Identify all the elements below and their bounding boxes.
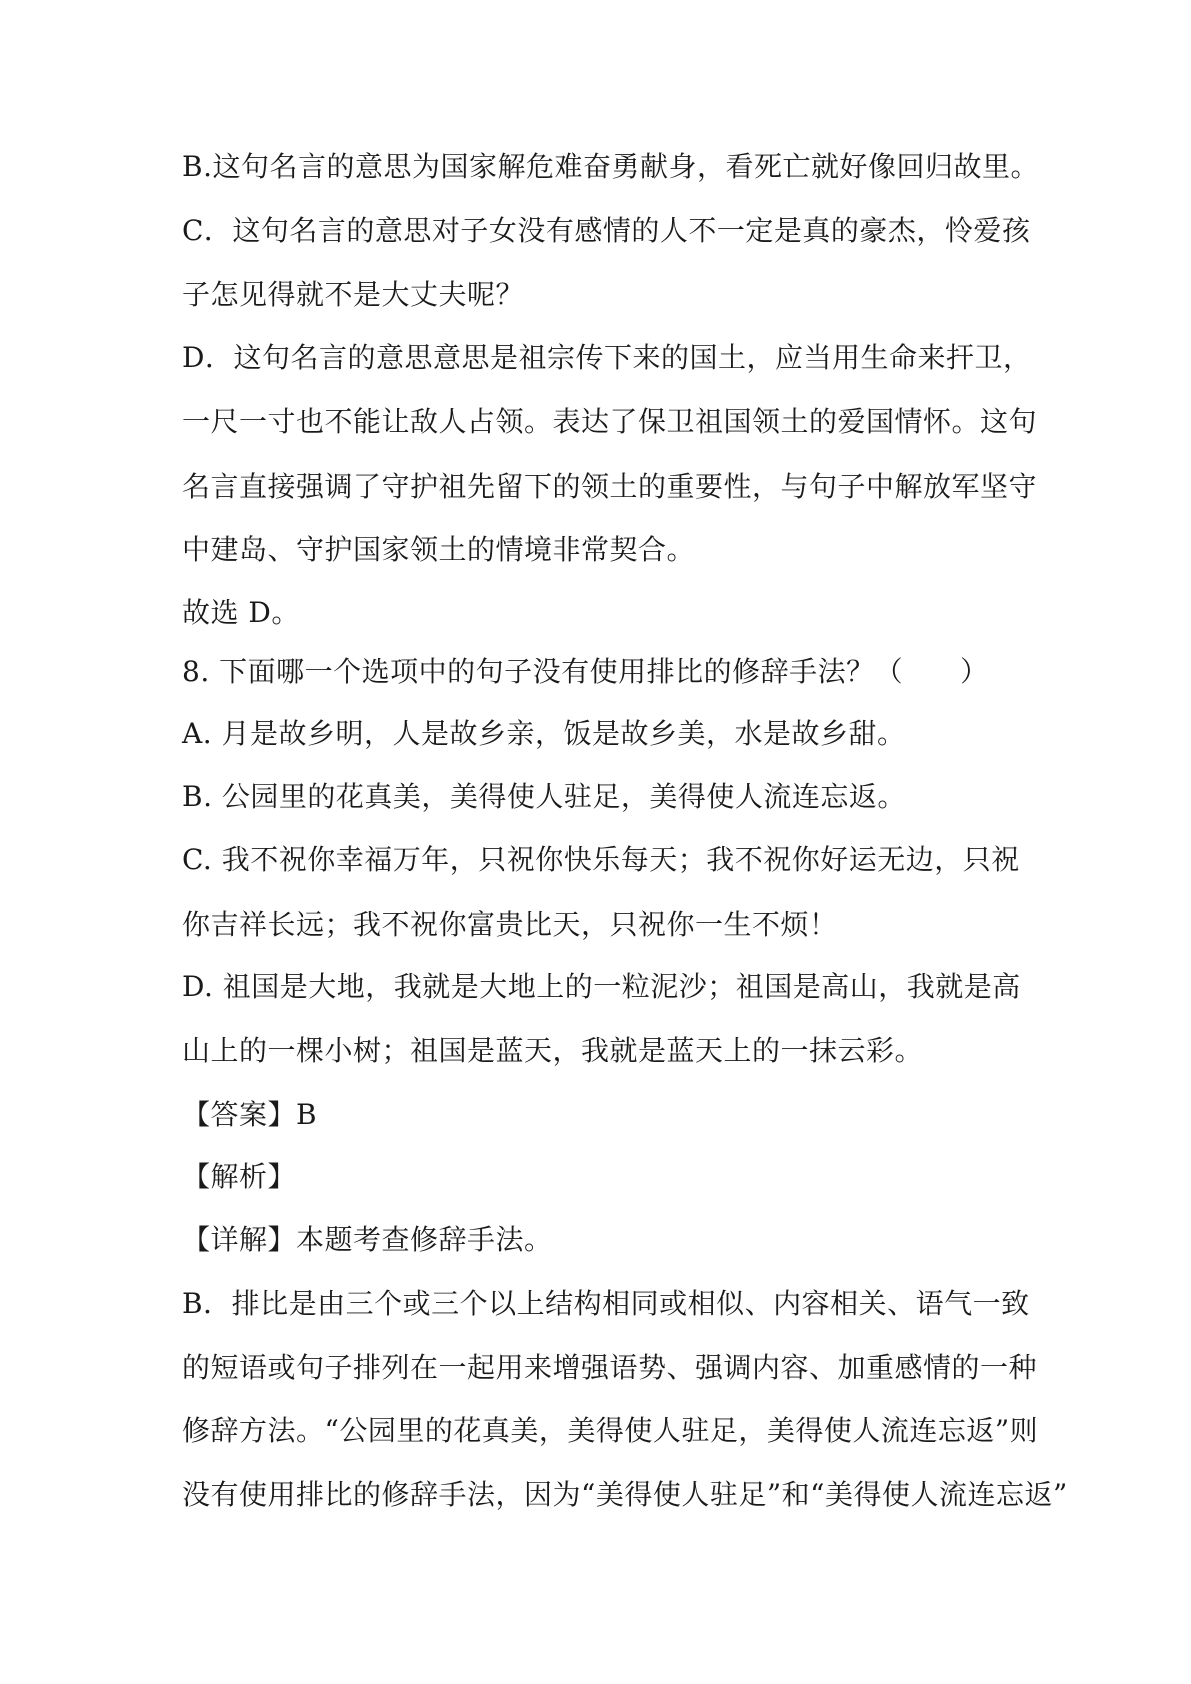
text-line-5: 一尺一寸也不能让敌人占领。表达了保卫祖国领土的爱国情怀。这句 xyxy=(182,405,1038,438)
explanation-line-4: 没有使用排比的修辞手法，因为“美得使人驻足”和“美得使人流连忘返” xyxy=(182,1478,1068,1511)
text-line-1: B.这句名言的意思为国家解危难奋勇献身，看死亡就好像回归故里。 xyxy=(182,150,1039,183)
explanation-line-1: B．排比是由三个或三个以上结构相同或相似、内容相关、语气一致 xyxy=(182,1287,1030,1320)
text-line-3: 子怎见得就不是大丈夫呢？ xyxy=(182,278,525,311)
text-line-7: 中建岛、守护国家领土的情境非常契合。 xyxy=(182,533,696,566)
option-d-line-2: 山上的一棵小树；祖国是蓝天，我就是蓝天上的一抹云彩。 xyxy=(182,1034,924,1067)
text-line-6: 名言直接强调了守护祖先留下的领土的重要性，与句子中解放军坚守 xyxy=(182,470,1038,503)
option-b: B. 公园里的花真美，美得使人驻足，美得使人流连忘返。 xyxy=(182,780,906,813)
explanation-line-3: 修辞方法。“公园里的花真美，美得使人驻足，美得使人流连忘返”则 xyxy=(182,1414,1039,1447)
question-8: 8. 下面哪一个选项中的句子没有使用排比的修辞手法？（ ） xyxy=(182,655,989,688)
text-line-8: 故选 D。 xyxy=(182,596,300,629)
option-a: A. 月是故乡明，人是故乡亲，饭是故乡美，水是故乡甜。 xyxy=(182,717,906,750)
explanation-line-2: 的短语或句子排列在一起用来增强语势、强调内容、加重感情的一种 xyxy=(182,1351,1038,1384)
text-line-4: D．这句名言的意思意思是祖宗传下来的国土，应当用生命来扞卫， xyxy=(182,341,1032,374)
detail-label: 【详解】本题考查修辞手法。 xyxy=(182,1223,553,1256)
option-c-line-1: C. 我不祝你幸福万年，只祝你快乐每天；我不祝你好运无边，只祝 xyxy=(182,843,1020,876)
analysis-label: 【解析】 xyxy=(182,1160,297,1193)
option-d-line-1: D. 祖国是大地，我就是大地上的一粒泥沙；祖国是高山，我就是高 xyxy=(182,970,1021,1003)
text-line-2: C．这句名言的意思对子女没有感情的人不一定是真的豪杰，怜爱孩 xyxy=(182,214,1031,247)
answer-label: 【答案】B xyxy=(182,1098,318,1131)
option-c-line-2: 你吉祥长远；我不祝你富贵比天，只祝你一生不烦！ xyxy=(182,908,838,941)
